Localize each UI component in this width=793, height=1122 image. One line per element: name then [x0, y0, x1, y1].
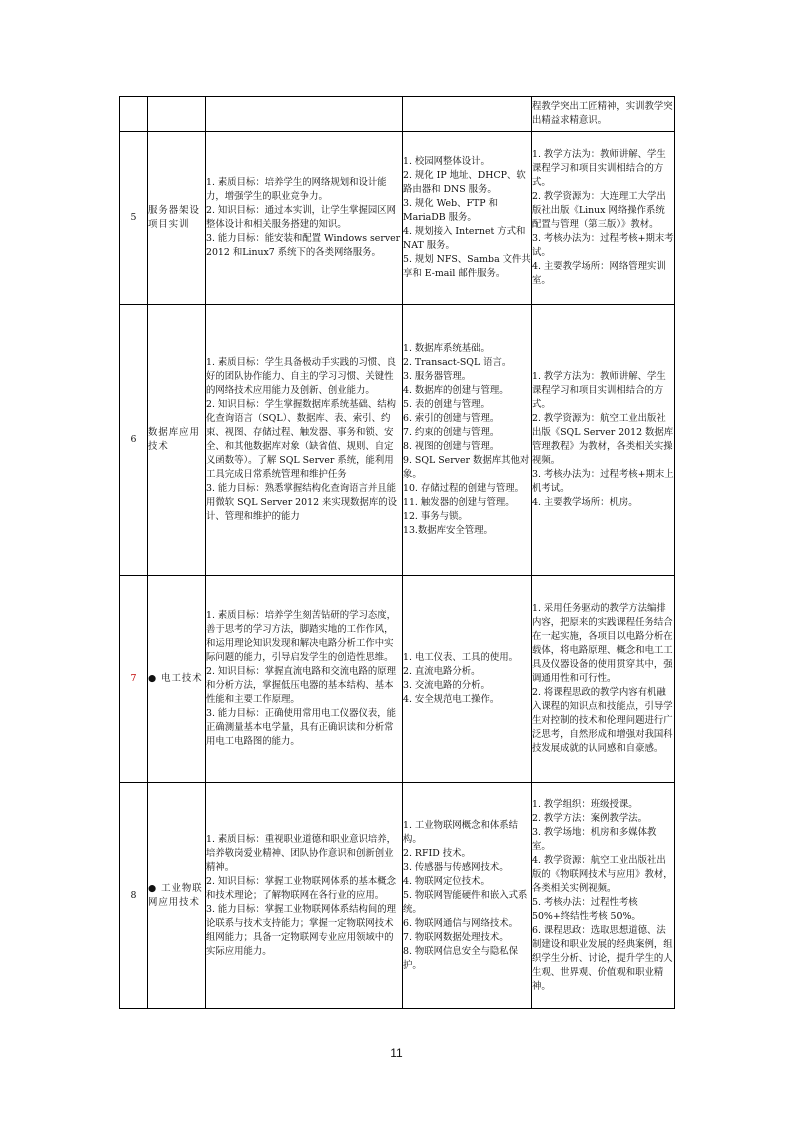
requirement-item: 1. 教学组织：班级授课。 — [532, 798, 638, 810]
requirement-item: 2. 教学方法：案例教学法。 — [532, 812, 648, 824]
requirement-item: 2. 将课程思政的教学内容有机融入课程的知识点和技能点，引导学生对控制的技术和伦理问题进行广泛思考，自然形成和增强对我国科技发展成就的认同感和自豪感。 — [532, 687, 673, 754]
content-item: 4. 规划接入 Internet 方式和 NAT 服务。 — [403, 226, 526, 251]
row-number: 8 — [120, 783, 148, 1009]
goal-item: 1. 素质目标：培养学生的网络规划和设计能力，增强学生的职业竞争力。 — [206, 177, 387, 202]
row-number: 7 — [120, 576, 148, 783]
content-item: 1. 数据库系统基础。 — [403, 343, 490, 354]
course-requirements — [532, 132, 675, 305]
goal-item: 1. 素质目标：重视职业道德和职业意识培养，培养敬岗爱业精神、团队协作意识和创新创业精神。 — [206, 833, 397, 873]
table-row — [120, 132, 675, 305]
goal-item: 3. 能力目标：掌握工业物联网体系结构间的理论联系与技术支持能力；掌握一定物联网技术组网能力；具备一定物联网专业应用领域中的实际应用能力。 — [206, 903, 397, 957]
row-number: 6 — [120, 305, 148, 576]
content-item: 1. 电工仪表、工具的使用。 — [403, 652, 519, 663]
table-row — [120, 783, 675, 1009]
course-goals — [206, 576, 403, 783]
goal-item: 2. 知识目标：掌握工业物联网体系的基本概念和技术理论；了解物联网在各行业的应用。 — [206, 875, 397, 901]
course-goals — [206, 97, 403, 132]
requirement-item: 5. 考核办法：过程性考核 50%+终结性考核 50%。 — [532, 896, 641, 922]
content-item: 4. 物联网定位技术。 — [403, 875, 490, 887]
course-contents — [403, 576, 532, 783]
course-contents — [403, 305, 532, 576]
course-name — [148, 97, 206, 132]
course-name: ● 电工技术 — [148, 576, 206, 783]
content-item: 8. 视图的创建与管理。 — [403, 441, 500, 452]
goal-item: 2. 知识目标：掌握直流电路和交流电路的原理和分析方法，掌握低压电器的基本结构、基本性能和主要工作原理。 — [206, 666, 397, 705]
requirement-item: 3. 教学场地：机房和多媒体教室。 — [532, 826, 657, 852]
goal-item: 1. 素质目标：学生具备极动手实践的习惯、良好的团队协作能力、自主的学习习惯、关键性的网络技术应用能力及创新、创业能力。 — [206, 357, 397, 396]
requirement-item: 3. 考核办法为：过程考核+期末考试。 — [532, 233, 674, 258]
content-item: 2. 直流电路分析。 — [403, 666, 481, 677]
goal-item: 3. 能力目标：正确使用常用电工仪器仪表，能正确测量基本电学量，具有正确识读和分析常用电工电路图的能力。 — [206, 708, 397, 747]
requirement-item: 6. 课程思政：选取思想道德、法制建设和职业发展的经典案例，组织学生分析、讨论，提升学生的人生观、世界观、价值观和职业精神。 — [532, 924, 673, 992]
content-item: 8. 物联网信息安全与隐私保护。 — [403, 945, 519, 971]
content-item: 7. 物联网数据处理技术。 — [403, 931, 509, 943]
content-item: 9. SQL Server 数据库其他对象。 — [403, 455, 530, 480]
content-item: 3. 交流电路的分析。 — [403, 680, 490, 691]
course-table — [119, 96, 675, 1009]
course-name: 数据库应用技术 — [148, 305, 206, 576]
course-contents — [403, 783, 532, 1009]
course-requirements — [532, 97, 675, 132]
content-item: 12. 事务与锁。 — [403, 511, 468, 522]
content-item: 4. 安全规范电工操作。 — [403, 694, 500, 705]
goal-item: 2. 知识目标：学生掌握数据库系统基础、结构化查询语言（SQL）、数据库、表、索引、约束、视图、存储过程、触发器、事务和锁、安全、和其他数据库对象（缺省值、规则、自定义函数等）。了解 SQL Server 系统，能利用工具完成日常系统管理和维护任务 — [206, 399, 397, 480]
requirement-item: 3. 考核办法为：过程考核+期末上机考试。 — [532, 469, 674, 494]
course-requirements — [532, 576, 675, 783]
content-item: 2. RFID 技术。 — [403, 847, 471, 859]
requirement-item: 1. 教学方法为：教师讲解、学生课程学习和项目实训相结合的方式。 — [532, 149, 666, 188]
course-goals — [206, 783, 403, 1009]
content-item: 2. 规化 IP 地址、DHCP、软路由器和 DNS 服务。 — [403, 170, 526, 195]
course-requirements — [532, 783, 675, 1009]
content-item: 4. 数据库的创建与管理。 — [403, 385, 509, 396]
goal-item: 3. 能力目标：熟悉掌握结构化查询语言并且能用微软 SQL Server 2012 来实现数据库的设计、管理和维护的能力 — [206, 483, 398, 522]
content-item: 1. 工业物联网概念和体系结构。 — [403, 819, 519, 845]
content-item: 7. 约束的创建与管理。 — [403, 427, 500, 438]
requirement-item: 2. 教学资源为：大连理工大学出版社出版《Linux 网络操作系统配置与管理（第三版）》教材。 — [532, 191, 666, 230]
course-requirements — [532, 305, 675, 576]
content-item: 3. 传感器与传感网技术。 — [403, 861, 509, 873]
content-item: 10. 存储过程的创建与管理。 — [403, 483, 525, 494]
requirement-item: 1. 教学方法为：教师讲解、学生课程学习和项目实训相结合的方式。 — [532, 371, 666, 410]
content-item: 13.数据库安全管理。 — [403, 525, 493, 536]
course-contents — [403, 97, 532, 132]
requirement-item: 1. 采用任务驱动的教学方法编排内容，把原来的实践课程任务结合在一起实施，各项目以电路分析在载体，将电路原理、概念和电工工具及仪器设备的使用贯穿其中，强调通用性和可行性。 — [532, 603, 673, 684]
content-item: 2. Transact-SQL 语言。 — [403, 357, 512, 368]
content-item: 5. 表的创建与管理。 — [403, 399, 490, 410]
row-number — [120, 97, 148, 132]
goal-item: 3. 能力目标：能安装和配置 Windows server 2012 和Linux7 系统下的各类网络服务。 — [206, 233, 401, 258]
content-item: 1. 校园网整体设计。 — [403, 156, 490, 167]
content-item: 5. 规划 NFS、Samba 文件共享和 E-mail 邮件服务。 — [403, 254, 531, 279]
requirement-item: 4. 主要教学场所：机房。 — [532, 497, 638, 508]
content-item: 5. 物联网智能硬件和嵌入式系统。 — [403, 889, 528, 915]
goal-item: 1. 素质目标：培养学生刻苦钻研的学习态度，善于思考的学习方法，脚踏实地的工作作风，和运用理论知识发现和解决电路分析工作中实际问题的能力，引导启发学生的创造性思维。 — [206, 610, 397, 663]
content-item: 3. 服务器管理。 — [403, 371, 472, 382]
row-number: 5 — [120, 132, 148, 305]
requirement-item: 程教学突出工匠精神，实训教学突出精益求精意识。 — [532, 101, 673, 126]
content-item: 11. 触发器的创建与管理。 — [403, 497, 515, 508]
content-item: 6. 索引的创建与管理。 — [403, 413, 500, 424]
requirement-item: 2. 教学资源为：航空工业出版社出版《SQL Server 2012 数据库管理教程》为教材，各类相关实操视频。 — [532, 413, 674, 466]
course-contents — [403, 132, 532, 305]
requirement-item: 4. 教学资源：航空工业出版社出版的《物联网技术与应用》教材，各类相关实例视频。 — [532, 854, 673, 894]
course-goals — [206, 305, 403, 576]
content-item: 6. 物联网通信与网络技术。 — [403, 917, 519, 929]
course-name: 服务器架设项目实训 — [148, 132, 206, 305]
table-row — [120, 576, 675, 783]
page-number: 11 — [390, 1046, 403, 1060]
goal-item: 2. 知识目标：通过本实训，让学生掌握园区网整体设计和相关服务搭建的知识。 — [206, 205, 397, 230]
table-row — [120, 97, 675, 132]
content-item: 3. 规化 Web、FTP 和 MariaDB 服务。 — [403, 198, 498, 223]
table-row — [120, 305, 675, 576]
course-goals — [206, 132, 403, 305]
requirement-item: 4. 主要教学场所：网络管理实训室。 — [532, 261, 666, 286]
course-name: ● 工业物联网应用技术 — [148, 783, 206, 1009]
